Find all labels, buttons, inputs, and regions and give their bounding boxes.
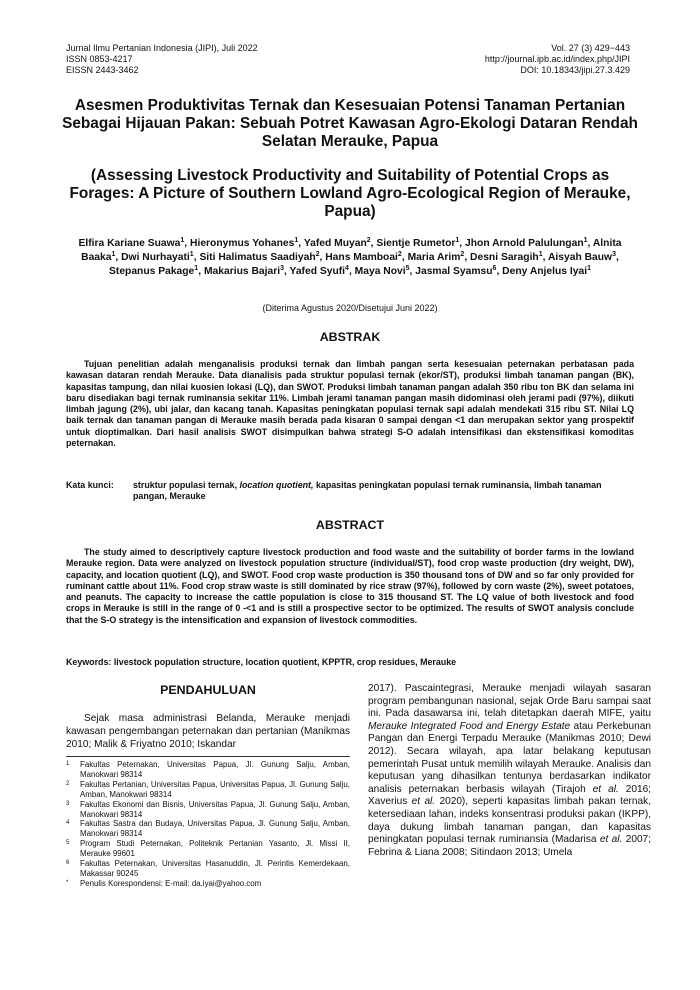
affiliation-footnotes bbox=[66, 760, 350, 889]
doi: DOI: 10.18343/jipi.27.3.429 bbox=[520, 65, 630, 75]
abstract-text: The study aimed to descriptively capture livestock production and food waste and the suitability of border farms in the lowland Merauke region. Data were analyzed on livestock population structure (individual/ST), food crop waste production (dry weight, DW), capacity, and location quotient (LQ), and SWOT. Food crop waste production is 350 thousand tons of DW and so far only provided for ruminant cattle about 11%. Food crop straw waste is still dominated by rice straw (97%), followed by corn waste (2%), sweet potatoes, and peanuts. The capacity to increase the cattle population is close to 315 thousand ST. The LQ value of both livestock and food crops in Merauke is still in the range of 0 -<1 and is still a prospective sector to be optimized. The results of SWOT analysis conclude that the S-O strategy is the intensification and expansion of livestock commodities. bbox=[66, 547, 634, 625]
author-affiliation-mark: 1 bbox=[538, 251, 543, 258]
pendahuluan-heading: PENDAHULUAN bbox=[160, 683, 256, 697]
title-english: (Assessing Livestock Productivity and Suitability of Potential Crops as Forages: A Picture of Southern Lowland Agro-Ecological Region of Merauke, Papua) bbox=[69, 167, 631, 220]
kata-kunci-text bbox=[133, 480, 634, 503]
body-segment: 2007; Febrina & Liana 2008; Sitindaon 2013; Umela bbox=[368, 834, 651, 858]
author-affiliation-mark: 1 bbox=[194, 265, 199, 272]
footnote-text: Fakultas Sastra dan Budaya, Universitas Papua, Jl. Gunung Salju, Amban, Manokwari 98314 bbox=[80, 819, 350, 839]
abstrak-heading: ABSTRAK bbox=[319, 330, 381, 344]
author-affiliation-mark: 1 bbox=[583, 237, 588, 244]
author-affiliation-mark: 5 bbox=[405, 265, 410, 272]
footnote bbox=[66, 800, 350, 820]
body-segment: 2016; Xaverius bbox=[368, 783, 651, 808]
footnote-mark: 6 bbox=[66, 860, 70, 867]
author-affiliation-mark: 2 bbox=[315, 251, 320, 258]
author-affiliation-mark: 3 bbox=[612, 251, 616, 258]
journal-name: Jurnal Ilmu Pertanian Indonesia (JIPI), Juli 2022 bbox=[66, 43, 258, 53]
author-name: Maya Novi bbox=[354, 266, 406, 277]
author-affiliation-mark: 2 bbox=[366, 237, 371, 244]
volume-info: Vol. 27 (3) 429−443 bbox=[551, 43, 630, 53]
body-italic-segment: Merauke Integrated Food and Energy Estate bbox=[368, 720, 571, 732]
kata-kunci-part2: location quotient, bbox=[239, 480, 314, 490]
keywords-english: Keywords: livestock population structure, location quotient, KPPTR, crop residues, Merauke bbox=[66, 657, 457, 667]
kata-kunci-part3: kapasitas peningkatan populasi ternak ruminansia, limbah tanaman pangan, Merauke bbox=[133, 480, 602, 502]
author-name: Elfira Kariane Suawa bbox=[78, 238, 181, 249]
author-name: Yafed Syufi bbox=[289, 266, 346, 277]
footnote-text: Fakultas Peternakan, Universitas Hasanuddin, Jl. Perintis Kemerdekaan, Makassar 90245 bbox=[80, 859, 350, 878]
author-affiliation-mark: 1 bbox=[180, 237, 185, 244]
author-name: Hieronymus Yohanes bbox=[190, 238, 295, 249]
footnote-mark: 5 bbox=[66, 840, 70, 847]
author-name: Maria Arim bbox=[407, 252, 461, 263]
abstract-heading: ABSTRACT bbox=[315, 518, 385, 532]
footnote-text: Fakultas Ekonomi dan Bisnis, Universitas Papua, Jl. Gunung Salju, Amban, Manokwari 98314 bbox=[80, 799, 350, 819]
author-name: Alnita Baaka bbox=[81, 238, 622, 263]
journal-url: http://journal.ipb.ac.id/index.php/JIPI bbox=[484, 54, 630, 64]
abstrak-text: Tujuan penelitian adalah menganalisis produksi ternak dan limbah pangan serta kesesuaian peternakan perbatasan pada kawasan dataran rendah Merauke. Data dianalisis pada struktur populasi ternak (ekor/ST), produksi limbah tanaman pangan (BK), kapasitas tampung, dan nilai kuosien lokasi (LQ), dan SWOT. Produksi limbah tanaman pangan adalah 350 ribu ton BK dan selama ini baru disediakan bagi ternak ruminansia sekitar 11%. Limbah jerami tanaman pangan masih didominasi oleh jerami padi (97%), diikuti limbah jagung (2%), ubi jalar, dan kacang tanah. Kapasitas peningkatan populasi ternak sapi adalah mendekati 315 ribu ST. Nilai LQ baik ternak dan tanaman pangan di Merauke masih berada pada kisaran 0 sampai dengan <1 dan merupakan sektor yang prospektif untuk dioptimalkan. Dari hasil analisis SWOT disimpulkan bahwa strategi S-O adalah intensifikasi dan ekstensifikasi komoditas peternakan. bbox=[66, 359, 634, 449]
footnote bbox=[66, 879, 350, 889]
author-name: Jasmal Syamsu bbox=[415, 266, 493, 277]
author-name: Sientje Rumetor bbox=[376, 238, 456, 249]
author-name: Makarius Bajari bbox=[203, 266, 281, 277]
author-affiliation-mark: 1 bbox=[294, 237, 299, 244]
author-affiliation-mark: 1 bbox=[111, 251, 116, 258]
kata-kunci-part1: struktur populasi ternak, bbox=[133, 480, 240, 490]
issn: ISSN 0853-4217 bbox=[66, 54, 133, 64]
author-name: Stepanus Pakage bbox=[109, 266, 195, 277]
author-affiliation-mark: 4 bbox=[345, 265, 349, 272]
received-accepted-dates: (Diterima Agustus 2020/Disetujui Juni 2022) bbox=[262, 303, 438, 313]
author-affiliation-mark: 6 bbox=[492, 265, 497, 272]
footnote-text: Fakultas Peternakan, Universitas Papua, Jl. Gunung Salju, Amban, Manokwari 98314 bbox=[80, 760, 350, 779]
body-italic-segment: et al. bbox=[411, 796, 436, 808]
author-affiliation-mark: 2 bbox=[460, 251, 465, 258]
title-indonesian: Asesmen Produktivitas Ternak dan Kesesuaian Potensi Tanaman Pertanian Sebagai Hijauan Pakan: Sebuah Potret Kawasan Agro-Ekologi Dataran Rendah Selatan Merauke, Papua bbox=[62, 97, 638, 150]
body-italic-segment: et al. bbox=[599, 834, 623, 846]
footnote-divider bbox=[66, 756, 350, 757]
footnote bbox=[66, 760, 350, 780]
body-segment: 2017). Pascaintegrasi, Merauke menjadi wilayah sasaran program pembangunan nasional, sejak Orde Baru sampai saat ini. Pada dasawarsa ini, telah ditetapkan daerah MIFE, yaitu bbox=[368, 683, 651, 720]
author-affiliation-mark: 1 bbox=[587, 265, 591, 272]
pendahuluan-right-text bbox=[368, 683, 651, 859]
author-name: Jhon Arnold Palulungan bbox=[465, 238, 584, 249]
footnote-mark: 1 bbox=[66, 761, 70, 767]
author-name: Deny Anjelus Iyai bbox=[502, 266, 588, 277]
footnote-mark: * bbox=[66, 879, 69, 886]
kata-kunci-label: Kata kunci: bbox=[66, 480, 114, 490]
author-affiliation-mark: 1 bbox=[455, 237, 460, 244]
header-left bbox=[66, 43, 258, 76]
author-affiliation-mark: 1 bbox=[189, 251, 194, 258]
author-name: Aisyah Bauw bbox=[547, 252, 613, 263]
footnote-text: Fakultas Pertanian, Universitas Papua, Universitas Papua, Jl. Gunung Salju, Amban, Manokwari 98314 bbox=[80, 779, 350, 799]
eissn: EISSN 2443-3462 bbox=[66, 65, 139, 75]
body-italic-segment: et al. bbox=[592, 783, 619, 795]
pendahuluan-left-text: Sejak masa administrasi Belanda, Merauke menjadi kawasan pengembangan peternakan dan pertanian (Manikmas 2010; Malik & Friyatno 2010; Iskandar bbox=[66, 713, 350, 750]
body-segment: atau Perkebunan Pangan dan Energi Terpadu Merauke (Manikmas 2010; Dewi 2012). Secara wilayah, apa latar belakang keputusan pemerintah Pusat untuk memilih wilayah Merauke. Analisis dan keputusan yang dihasilkan tentunya berdasarkan indikator analisis peternakan berbasis wilayah (Tirajoh bbox=[368, 720, 651, 795]
header-right bbox=[485, 43, 630, 76]
kata-kunci bbox=[66, 480, 634, 503]
footnote bbox=[66, 780, 350, 800]
author-name: Hans Mamboai bbox=[325, 252, 398, 263]
author-affiliation-mark: 3 bbox=[280, 265, 284, 272]
footnote-mark: 3 bbox=[66, 800, 70, 807]
author-affiliation-mark: 2 bbox=[397, 251, 402, 258]
author-name: Siti Halimatus Saadiyah bbox=[199, 252, 316, 263]
footnote-mark: 4 bbox=[66, 820, 70, 827]
footnote-text: Program Studi Peternakan, Politeknik Pertanian Yasanto, Jl. Missi II, Merauke 99601 bbox=[80, 839, 350, 859]
footnote bbox=[66, 819, 350, 839]
author-list: Elfira Kariane Suawa$^1$, Hieronymus Yohanes$^1$, Yafed Muyan$^2$, Sientje Rumetor$^1$, Jhon Arnold Palulungan$^1$, Alnita Baaka$^1$, Dwi Nurhayati$^1$, Siti Halimatus Saadiyah$^2$, Hans Mamboai$^2$, Maria Arim$^2$, Desni Saragih$^1$, Aisyah Bauw$^3$, Stepanus Pakage$^1$, Makarius Bajari$^3$, Yafed Syufi$^4$, Maya Novi$^5$, Jasmal Syamsu$^6$, Deny Anjelus Iyai$^1$ bbox=[78, 237, 622, 277]
author-name: Yafed Muyan bbox=[303, 238, 367, 249]
footnote-mark: 2 bbox=[66, 780, 70, 787]
footnote-text: Penulis Korespondensi: E-mail: da.iyai@yahoo.com bbox=[80, 878, 262, 888]
footnote bbox=[66, 859, 350, 879]
author-name: Desni Saragih bbox=[470, 252, 539, 263]
footnote bbox=[66, 839, 350, 859]
author-name: Dwi Nurhayati bbox=[121, 252, 190, 263]
body-segment: 2020), seperti kapasitas limbah pakan ternak, ketersediaan lahan, indeks konsentrasi produksi pakan (IKPP), daya dukung limbah tanaman pangan, dan kapasitas peningkatan populasi ternak ruminansia (Madarisa bbox=[368, 796, 651, 846]
